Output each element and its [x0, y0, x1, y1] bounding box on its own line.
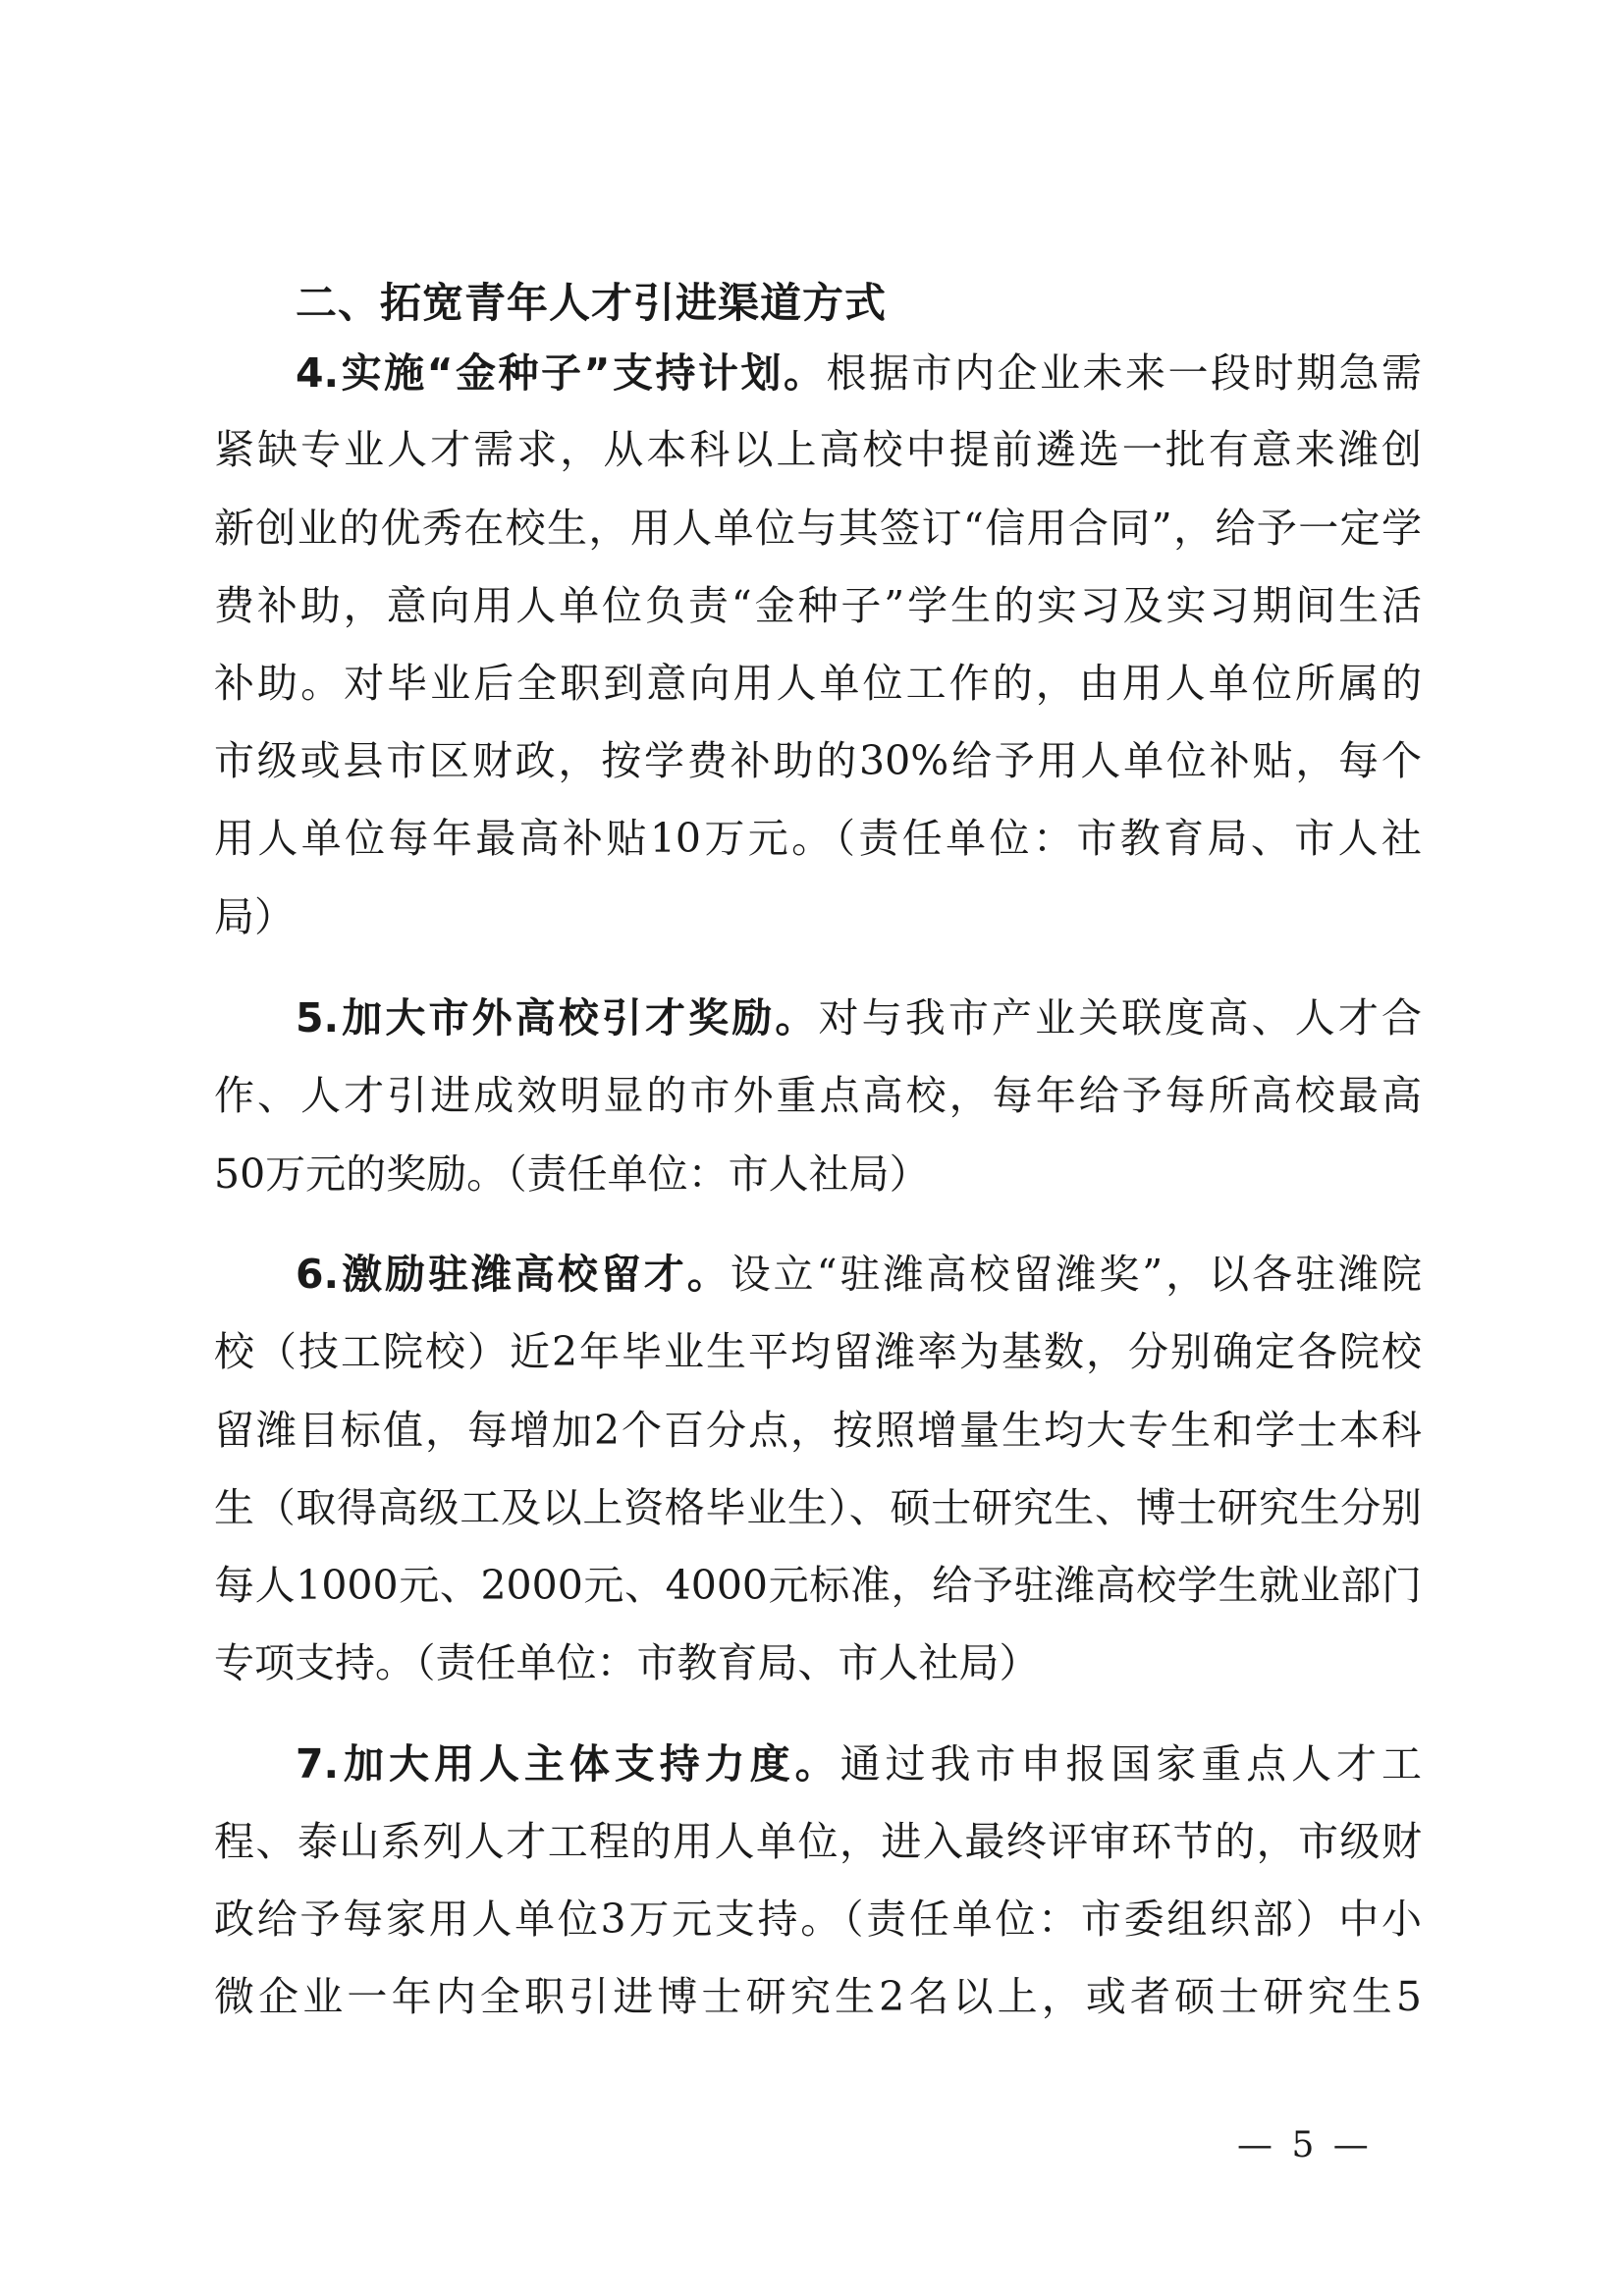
body-line — [214, 731, 1422, 790]
responsibility-note: 局） — [214, 893, 295, 940]
line-text: 根据市内企业未来一段时期急需 — [826, 349, 1422, 397]
body-line — [214, 420, 1422, 479]
body-line — [214, 1633, 1422, 1692]
body-line — [214, 1066, 1422, 1125]
body-line — [296, 1245, 1422, 1304]
line-text: 对与我市产业关联度高、人才合 — [818, 994, 1423, 1041]
line-text: 通过我市申报国家重点人才工 — [839, 1740, 1423, 1788]
body-line — [214, 576, 1422, 635]
line-text: 50万元的奖励。 — [214, 1150, 508, 1198]
body-line — [214, 1322, 1422, 1381]
line-text: 设立“驻潍高校留潍奖”，以各驻潍院 — [730, 1251, 1423, 1298]
line-text: 生（取得高级工及以上资格毕业生）、硕士研究生、博士研究生分别 — [214, 1484, 1422, 1531]
body-line — [214, 1967, 1422, 2026]
body-line — [296, 988, 1422, 1047]
body-line — [214, 887, 1422, 946]
section-heading: 二、拓宽青年人才引进渠道方式 — [296, 279, 888, 327]
line-text: 留潍目标值，每增加2个百分点，按照增量生均大专生和学士本科 — [214, 1407, 1422, 1454]
body-line — [214, 1478, 1422, 1537]
body-line — [214, 1890, 1422, 1949]
page-number: — 5 — — [1237, 2125, 1373, 2165]
line-text: 紧缺专业人才需求，从本科以上高校中提前遴选一批有意来潍创 — [214, 426, 1422, 473]
responsibility-note: （责任单位：市委组织部） — [843, 1896, 1339, 1943]
paragraph-lead: 4.实施“金种子”支持计划。 — [296, 349, 827, 397]
line-text: 新创业的优秀在校生，用人单位与其签订“信用合同”，给予一定学 — [214, 505, 1422, 552]
line-text: 政给予每家用人单位3万元支持。 — [214, 1896, 844, 1943]
line-text: 程、泰山系列人才工程的用人单位，进入最终评审环节的，市级财 — [214, 1818, 1422, 1865]
line-text: 校（技工院校）近2年毕业生平均留潍率为基数，分别确定各院校 — [214, 1328, 1422, 1375]
line-tail: 中小 — [1338, 1896, 1423, 1943]
paragraph-lead: 6.激励驻潍高校留才。 — [296, 1251, 731, 1298]
paragraph-lead: 5.加大市外高校引才奖励。 — [296, 994, 819, 1041]
line-text: 市级或县市区财政，按学费补助的30%给予用人单位补贴，每个 — [214, 737, 1422, 784]
line-text: 专项支持。 — [214, 1639, 415, 1686]
body-line — [214, 1401, 1422, 1460]
line-text: 补助。对毕业后全职到意向用人单位工作的，由用人单位所属的 — [214, 660, 1422, 707]
body-line — [296, 344, 1422, 402]
line-text: 费补助，意向用人单位负责“金种子”学生的实习及实习期间生活 — [214, 582, 1422, 629]
body-line — [296, 1735, 1422, 1793]
body-line — [214, 809, 1422, 868]
responsibility-note: （责任单位：市教育局、市人社 — [835, 815, 1423, 862]
body-line — [214, 1812, 1422, 1871]
body-line — [214, 1145, 1422, 1203]
body-line — [214, 1556, 1422, 1615]
body-line — [214, 499, 1422, 558]
paragraph-lead: 7.加大用人主体支持力度。 — [296, 1740, 840, 1788]
line-text: 微企业一年内全职引进博士研究生2名以上，或者硕士研究生5 — [214, 1973, 1422, 2020]
line-text: 用人单位每年最高补贴10万元。 — [214, 815, 836, 862]
line-text: 作、人才引进成效明显的市外重点高校，每年给予每所高校最高 — [214, 1072, 1422, 1119]
line-text: 每人1000元、2000元、4000元标准，给予驻潍高校学生就业部门 — [214, 1562, 1422, 1609]
responsibility-note: （责任单位：市人社局） — [507, 1150, 930, 1198]
responsibility-note: （责任单位：市教育局、市人社局） — [415, 1639, 1040, 1686]
body-line — [214, 654, 1422, 713]
